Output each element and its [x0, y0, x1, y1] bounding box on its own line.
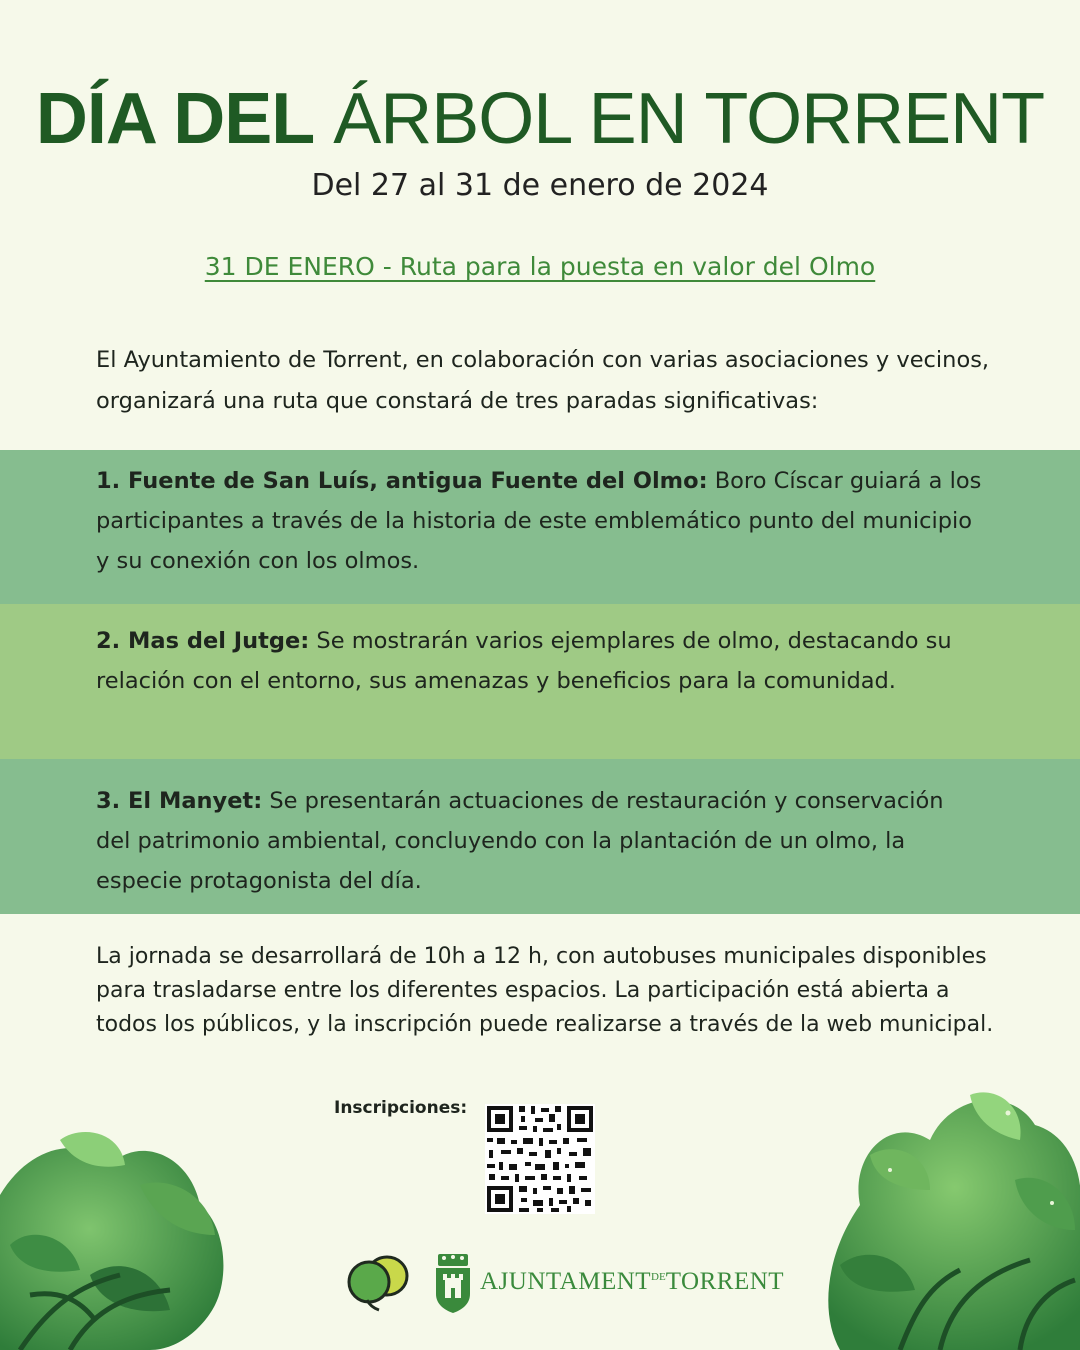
intro-paragraph: El Ayuntamiento de Torrent, en colaboración con varias asociaciones y vecinos, organizará una ruta que constará de tres paradas significativas:: [96, 347, 990, 414]
wordmark-de: DE: [651, 1271, 666, 1283]
stop-3-heading: 3. El Manyet:: [96, 788, 263, 814]
stop-1-band: [0, 450, 1080, 604]
stop-1-heading: 1. Fuente de San Luís, antigua Fuente del Olmo:: [96, 468, 708, 494]
wordmark-part-1: AJUNTAMENT: [480, 1268, 652, 1295]
event-dates: Del 27 al 31 de enero de 2024: [311, 168, 769, 203]
stop-3-text: Se presentarán actuaciones de restauración y conservación del patrimonio ambiental, concluyendo con la plantación de un olmo, la especie protagonista del día.: [96, 788, 944, 894]
stop-3-band: [0, 759, 1080, 914]
stop-2-text: Se mostrarán varios ejemplares de olmo, destacando su relación con el entorno, sus amenazas y beneficios para la comunidad.: [96, 628, 952, 694]
wordmark-part-2: TORRENT: [665, 1268, 785, 1295]
torrent-coat-of-arms-icon: [432, 1252, 474, 1314]
stop-1-text: Boro Císcar guiará a los participantes a través de la historia de este emblemático punto del municipio y su conexión con los olmos.: [96, 468, 982, 574]
left-bush-decoration: [0, 1125, 230, 1350]
page-title: [0, 78, 1080, 160]
stop-2-band: [0, 604, 1080, 759]
ajuntament-torrent-wordmark: [480, 1268, 784, 1296]
title-rest: ÁRBOL EN TORRENT: [333, 79, 1045, 159]
right-bush-decoration: [820, 1085, 1080, 1350]
title-bold: DÍA DEL: [35, 79, 315, 159]
stop-2-heading: 2. Mas del Jutge:: [96, 628, 310, 654]
closing-paragraph: La jornada se desarrollará de 10h a 12 h, con autobuses municipales disponibles para trasladarse entre los diferentes espacios. La participación está abierta a todos los públicos, y la inscripción puede realizarse a través de la web municipal.: [96, 944, 994, 1037]
qr-code-icon[interactable]: [485, 1104, 595, 1214]
route-subtitle: 31 DE ENERO - Ruta para la puesta en valor del Olmo: [204, 252, 876, 281]
association-logo-icon: [345, 1252, 411, 1312]
registration-label: Inscripciones:: [334, 1098, 468, 1118]
